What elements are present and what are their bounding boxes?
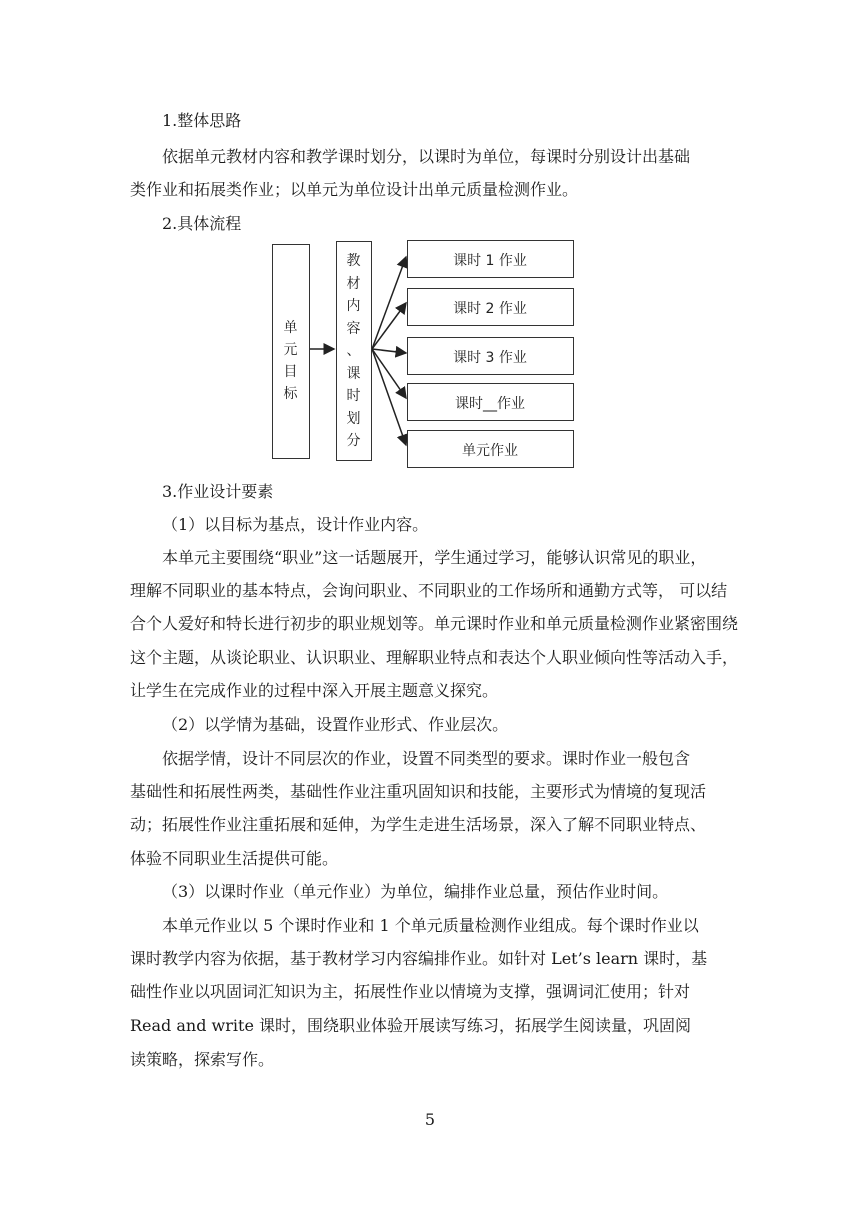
textbook-content-char: 课 — [346, 365, 361, 382]
paragraph-line: 基础性和拓展性两类，基础性作业注重巩固知识和技能，主要形式为情境的复现活 — [130, 782, 707, 801]
paragraph-line: Read and write 课时，围绕职业体验开展读写练习，拓展学生阅读量，巩固阅 — [130, 1016, 692, 1035]
subsection-1-heading: （1）以目标为基点，设计作业内容。 — [162, 515, 429, 534]
paragraph-line: 这个主题，从谈论职业、认识职业、理解职业特点和表达个人职业倾向性等活动入手， — [130, 648, 739, 667]
paragraph-line: 本单元作业以 5 个课时作业和 1 个单元质量检测作业组成。每个课时作业以 — [162, 916, 699, 935]
lesson-2-homework-label: 课时 2 作业 — [453, 301, 527, 317]
unit-goal-char: 标 — [283, 386, 298, 402]
textbook-content-box — [336, 241, 372, 461]
paragraph-line: 础性作业以巩固词汇知识为主，拓展性作业以情境为支撑，强调词汇使用；针对 — [130, 982, 691, 1001]
textbook-content-char: 教 — [346, 253, 361, 269]
arrow-to-lesson-n — [372, 349, 406, 398]
paragraph-line: 本单元主要围绕“职业”这一话题展开，学生通过学习，能够认识常见的职业， — [162, 548, 707, 567]
lesson-1-homework-box — [407, 240, 574, 278]
lesson-2-homework-box — [407, 288, 574, 326]
paragraph-line: 课时教学内容为依据，基于教材学习内容编排作业。如针对 Let’s learn 课时，基 — [130, 949, 708, 968]
textbook-content-char: 时 — [346, 388, 361, 404]
textbook-content-char: 容 — [346, 320, 361, 337]
paragraph-line: 体验不同职业生活提供可能。 — [130, 849, 339, 868]
paragraph-line: 依据学情，设计不同层次的作业，设置不同类型的要求。课时作业一般包含 — [162, 749, 691, 768]
section-2-heading: 2.具体流程 — [162, 214, 242, 233]
unit-goal-char: 元 — [283, 342, 298, 358]
subsection-3-heading: （3）以课时作业（单元作业）为单位，编排作业总量，预估作业时间。 — [162, 882, 669, 901]
lesson-3-homework-label: 课时 3 作业 — [453, 350, 527, 366]
lesson-n-homework-box — [407, 383, 574, 421]
arrow-to-lesson3 — [372, 349, 406, 353]
lesson-3-homework-box — [407, 337, 574, 375]
paragraph-line: 让学生在完成作业的过程中深入开展主题意义探究。 — [130, 681, 499, 700]
paragraph-line: 读策略，探索写作。 — [130, 1050, 275, 1069]
unit-goal-char: 单 — [283, 320, 298, 336]
arrow-to-unit — [372, 349, 406, 445]
paragraph-line: 理解不同职业的基本特点，会询问职业、不同职业的工作场所和通勤方式等， 可以结 — [130, 581, 728, 600]
lesson-1-homework-label: 课时 1 作业 — [453, 253, 527, 269]
subsection-2-heading: （2）以学情为基础，设置作业形式、作业层次。 — [162, 715, 509, 734]
textbook-content-char: 、 — [346, 343, 361, 359]
unit-goal-box — [272, 244, 310, 459]
section-1-heading: 1.整体思路 — [162, 111, 242, 130]
arrow-to-lesson1 — [372, 257, 406, 349]
lesson-n-homework-label: 课时__作业 — [455, 396, 525, 412]
unit-goal-char: 目 — [283, 364, 298, 380]
page-number: 5 — [424, 1110, 436, 1129]
textbook-content-char: 材 — [346, 275, 361, 292]
section-3-heading: 3.作业设计要素 — [162, 482, 274, 501]
unit-homework-label: 单元作业 — [462, 443, 518, 459]
section-1-paragraph-line: 依据单元教材内容和教学课时划分，以课时为单位，每课时分别设计出基础 — [162, 147, 691, 166]
arrow-to-lesson2 — [372, 303, 406, 349]
textbook-content-char: 内 — [346, 298, 361, 314]
unit-homework-box — [407, 430, 574, 468]
textbook-content-char: 划 — [346, 410, 361, 427]
paragraph-line: 动；拓展性作业注重拓展和延伸，为学生走进生活场景，深入了解不同职业特点、 — [130, 815, 707, 834]
textbook-content-char: 分 — [346, 433, 361, 449]
paragraph-line: 合个人爱好和特长进行初步的职业规划等。单元课时作业和单元质量检测作业紧密围绕 — [130, 614, 739, 633]
section-1-paragraph-line: 类作业和拓展类作业；以单元为单位设计出单元质量检测作业。 — [130, 180, 579, 199]
